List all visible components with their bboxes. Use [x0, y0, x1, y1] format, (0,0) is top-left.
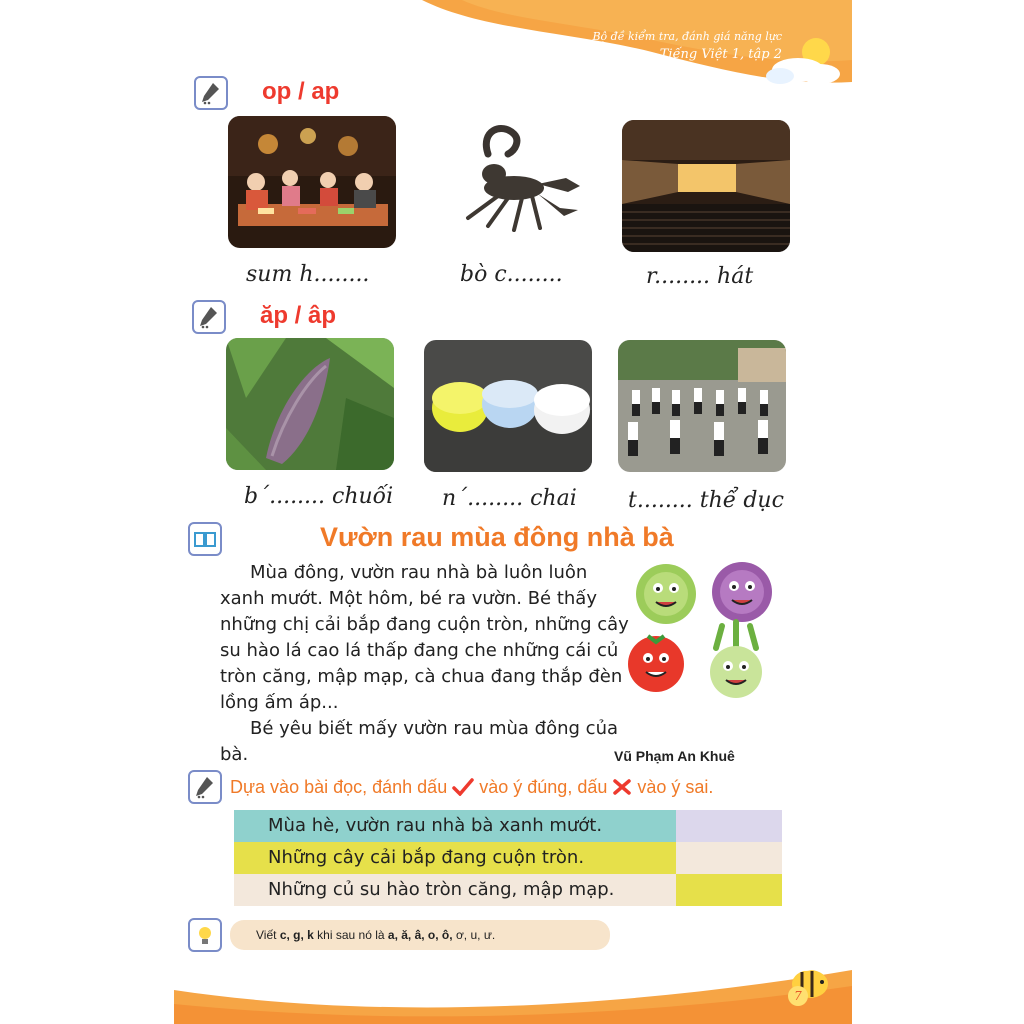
page-number: 7	[788, 986, 808, 1006]
story-paragraph-1: Mùa đông, vườn rau nhà bà luôn luôn xanh mướt. Một hôm, bé ra vườn. Bé thấy những chị cải bắp đang cuộn tròn, những cây su hào lá cao lá thấp đang che những cái củ tròn căng, mập mạp, cà chua đang thắp đèn lồng ấm áp...	[220, 562, 629, 713]
statement-text: Những cây cải bắp đang cuộn tròn.	[268, 847, 585, 868]
header-book-title: Tiếng Việt 1, tập 2	[659, 47, 782, 62]
answer-checkbox[interactable]	[676, 810, 782, 842]
statement-text: Những củ su hào tròn căng, mập mạp.	[268, 879, 615, 900]
story-title: Vườn rau mùa đông nhà bà	[320, 522, 674, 552]
exercise2-title: ăp / âp	[260, 302, 337, 329]
exercise1-answer-1[interactable]: sum h........	[246, 262, 370, 287]
task-instruction-part2: vào ý đúng, dấu	[479, 776, 608, 797]
table-row	[234, 810, 782, 842]
exercise2-answer-2[interactable]: n´........ chai	[442, 486, 577, 511]
pencil-icon	[194, 76, 228, 110]
note-text	[256, 920, 495, 950]
banana-flower-photo	[226, 338, 394, 470]
header-series-title: Bộ đề kiểm tra, đánh giá năng lực	[592, 30, 782, 43]
table-row	[234, 842, 782, 874]
pencil-icon	[188, 770, 222, 804]
exercise-class-photo	[618, 340, 786, 472]
spelling-note	[230, 920, 610, 950]
checkmark-icon	[452, 778, 474, 796]
story-author: Vũ Phạm An Khuê	[614, 748, 735, 764]
task-instruction	[230, 776, 713, 798]
note-middle: khi sau nó là	[317, 928, 385, 942]
exercise1-title: op / ap	[262, 78, 340, 105]
answer-checkbox[interactable]	[676, 842, 782, 874]
header-text	[592, 28, 782, 64]
note-vowels-plain: ơ, u, ư.	[455, 928, 496, 942]
workbook-page	[174, 0, 852, 1024]
true-false-table	[234, 810, 782, 906]
exercise2-answer-3[interactable]: t........ thể dục	[628, 488, 784, 513]
table-row	[234, 874, 782, 906]
scorpion-photo	[428, 120, 596, 252]
story-paragraph-2: Bé yêu biết mấy vườn rau mùa đông của bà.	[220, 718, 619, 765]
theater-photo	[622, 120, 790, 252]
note-vowels-bold: a, ă, â, o, ô,	[387, 928, 453, 942]
vegetable-characters-illustration	[626, 560, 786, 716]
story-text	[220, 560, 632, 768]
exercise1-answer-2[interactable]: bò c........	[460, 262, 563, 287]
task-instruction-part1: Dựa vào bài đọc, đánh dấu	[230, 776, 448, 797]
task-instruction-part3: vào ý sai.	[637, 776, 714, 797]
book-icon	[188, 522, 222, 556]
family-dinner-photo	[228, 116, 396, 248]
note-prefix: Viết	[256, 928, 277, 942]
exercise1-answer-3[interactable]: r........ hát	[646, 264, 754, 289]
lightbulb-icon	[188, 918, 222, 952]
note-letters: c, g, k	[279, 928, 314, 942]
footer-banner	[174, 960, 852, 1024]
bottle-caps-photo	[424, 340, 592, 472]
exercise2-answer-1[interactable]: b´........ chuối	[244, 484, 394, 509]
statement-text: Mùa hè, vườn rau nhà bà xanh mướt.	[268, 815, 603, 836]
pencil-icon	[192, 300, 226, 334]
answer-checkbox[interactable]	[676, 874, 782, 906]
cross-icon	[612, 778, 632, 796]
